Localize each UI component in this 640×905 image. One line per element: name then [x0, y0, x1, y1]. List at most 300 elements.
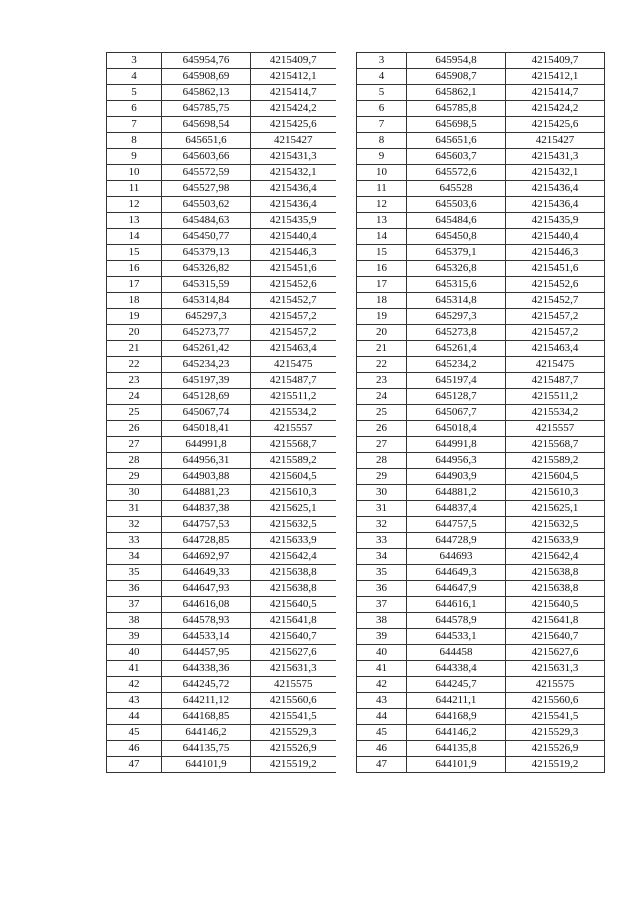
y-coordinate-cell: 4215412,1: [251, 69, 336, 85]
y-coordinate-cell: 4215452,7: [506, 293, 605, 309]
point-number-cell: 30: [107, 485, 162, 501]
x-coordinate-cell: 644881,2: [407, 485, 506, 501]
table-row: [107, 533, 336, 549]
table-row: [357, 309, 605, 325]
y-coordinate-cell: 4215627,6: [506, 645, 605, 661]
point-number-cell: 28: [107, 453, 162, 469]
y-coordinate-cell: 4215457,2: [506, 309, 605, 325]
x-coordinate-cell: 645018,4: [407, 421, 506, 437]
x-coordinate-cell: 644956,3: [407, 453, 506, 469]
table-row: [357, 101, 605, 117]
table-row: [107, 597, 336, 613]
y-coordinate-cell: 4215642,4: [506, 549, 605, 565]
table-row: [107, 309, 336, 325]
point-number-cell: 31: [107, 501, 162, 517]
x-coordinate-cell: 644245,7: [407, 677, 506, 693]
x-coordinate-cell: 645572,59: [162, 165, 251, 181]
x-coordinate-cell: 645651,6: [407, 133, 506, 149]
point-number-cell: 14: [107, 229, 162, 245]
point-number-cell: 32: [357, 517, 407, 533]
x-coordinate-cell: 645067,7: [407, 405, 506, 421]
y-coordinate-cell: 4215427: [506, 133, 605, 149]
x-coordinate-cell: 645954,8: [407, 53, 506, 69]
x-coordinate-cell: 645018,41: [162, 421, 251, 437]
x-coordinate-cell: 645484,63: [162, 213, 251, 229]
point-number-cell: 12: [107, 197, 162, 213]
y-coordinate-cell: 4215436,4: [506, 181, 605, 197]
table-row: [107, 197, 336, 213]
table-row: [107, 69, 336, 85]
point-number-cell: 13: [107, 213, 162, 229]
y-coordinate-cell: 4215432,1: [251, 165, 336, 181]
x-coordinate-cell: 644757,5: [407, 517, 506, 533]
table-row: [107, 421, 336, 437]
y-coordinate-cell: 4215431,3: [506, 149, 605, 165]
table-row: [107, 677, 336, 693]
x-coordinate-cell: 645484,6: [407, 213, 506, 229]
table-row: [107, 501, 336, 517]
x-coordinate-cell: 645785,75: [162, 101, 251, 117]
y-coordinate-cell: 4215633,9: [506, 533, 605, 549]
point-number-cell: 47: [107, 757, 162, 773]
x-coordinate-cell: 645261,4: [407, 341, 506, 357]
table-row: [357, 53, 605, 69]
y-coordinate-cell: 4215425,6: [251, 117, 336, 133]
y-coordinate-cell: 4215409,7: [251, 53, 336, 69]
point-number-cell: 4: [107, 69, 162, 85]
point-number-cell: 25: [357, 405, 407, 421]
table-row: [357, 613, 605, 629]
y-coordinate-cell: 4215640,5: [251, 597, 336, 613]
point-number-cell: 11: [357, 181, 407, 197]
table-row: [107, 85, 336, 101]
x-coordinate-cell: 645326,82: [162, 261, 251, 277]
y-coordinate-cell: 4215575: [506, 677, 605, 693]
x-coordinate-cell: 645297,3: [162, 309, 251, 325]
point-number-cell: 14: [357, 229, 407, 245]
point-number-cell: 21: [107, 341, 162, 357]
point-number-cell: 40: [107, 645, 162, 661]
y-coordinate-cell: 4215432,1: [506, 165, 605, 181]
point-number-cell: 20: [107, 325, 162, 341]
point-number-cell: 16: [107, 261, 162, 277]
point-number-cell: 17: [107, 277, 162, 293]
table-row: [107, 245, 336, 261]
point-number-cell: 23: [357, 373, 407, 389]
point-number-cell: 34: [357, 549, 407, 565]
x-coordinate-cell: 644647,93: [162, 581, 251, 597]
y-coordinate-cell: 4215440,4: [506, 229, 605, 245]
point-number-cell: 11: [107, 181, 162, 197]
table-row: [357, 325, 605, 341]
x-coordinate-cell: 644135,8: [407, 741, 506, 757]
y-coordinate-cell: 4215414,7: [251, 85, 336, 101]
point-number-cell: 24: [107, 389, 162, 405]
table-row: [357, 293, 605, 309]
point-number-cell: 6: [107, 101, 162, 117]
table-row: [357, 469, 605, 485]
point-number-cell: 42: [107, 677, 162, 693]
x-coordinate-cell: 644168,85: [162, 709, 251, 725]
x-coordinate-cell: 644881,23: [162, 485, 251, 501]
table-row: [357, 197, 605, 213]
table-row: [107, 229, 336, 245]
y-coordinate-cell: 4215640,7: [251, 629, 336, 645]
table-row: [357, 213, 605, 229]
x-coordinate-cell: 645603,66: [162, 149, 251, 165]
point-number-cell: 5: [357, 85, 407, 101]
table-row: [107, 725, 336, 741]
table-row: [107, 293, 336, 309]
y-coordinate-cell: 4215640,7: [506, 629, 605, 645]
point-number-cell: 28: [357, 453, 407, 469]
y-coordinate-cell: 4215414,7: [506, 85, 605, 101]
y-coordinate-cell: 4215487,7: [506, 373, 605, 389]
point-number-cell: 9: [107, 149, 162, 165]
y-coordinate-cell: 4215475: [506, 357, 605, 373]
y-coordinate-cell: 4215589,2: [251, 453, 336, 469]
table-row: [107, 277, 336, 293]
point-number-cell: 45: [107, 725, 162, 741]
table-row: [357, 229, 605, 245]
point-number-cell: 39: [107, 629, 162, 645]
x-coordinate-cell: 644578,9: [407, 613, 506, 629]
table-row: [107, 469, 336, 485]
y-coordinate-cell: 4215529,3: [506, 725, 605, 741]
point-number-cell: 19: [107, 309, 162, 325]
x-coordinate-cell: 645273,8: [407, 325, 506, 341]
x-coordinate-cell: 644245,72: [162, 677, 251, 693]
x-coordinate-cell: 644211,1: [407, 693, 506, 709]
table-row: [107, 453, 336, 469]
x-coordinate-cell: 645450,77: [162, 229, 251, 245]
y-coordinate-cell: 4215446,3: [506, 245, 605, 261]
point-number-cell: 35: [357, 565, 407, 581]
x-coordinate-cell: 645527,98: [162, 181, 251, 197]
table-row: [357, 725, 605, 741]
table-row: [357, 357, 605, 373]
y-coordinate-cell: 4215519,2: [251, 757, 336, 773]
x-coordinate-cell: 644211,12: [162, 693, 251, 709]
right-table-body: [357, 53, 605, 773]
y-coordinate-cell: 4215457,2: [251, 309, 336, 325]
y-coordinate-cell: 4215638,8: [506, 581, 605, 597]
table-row: [357, 405, 605, 421]
x-coordinate-cell: 645862,1: [407, 85, 506, 101]
table-row: [107, 565, 336, 581]
y-coordinate-cell: 4215487,7: [251, 373, 336, 389]
table-row: [107, 101, 336, 117]
x-coordinate-cell: 644101,9: [407, 757, 506, 773]
y-coordinate-cell: 4215560,6: [506, 693, 605, 709]
table-row: [107, 485, 336, 501]
point-number-cell: 18: [107, 293, 162, 309]
table-row: [107, 165, 336, 181]
point-number-cell: 41: [357, 661, 407, 677]
y-coordinate-cell: 4215436,4: [251, 197, 336, 213]
y-coordinate-cell: 4215452,7: [251, 293, 336, 309]
point-number-cell: 15: [357, 245, 407, 261]
table-row: [107, 213, 336, 229]
x-coordinate-cell: 645297,3: [407, 309, 506, 325]
x-coordinate-cell: 644837,4: [407, 501, 506, 517]
y-coordinate-cell: 4215526,9: [251, 741, 336, 757]
x-coordinate-cell: 644692,97: [162, 549, 251, 565]
table-row: [357, 741, 605, 757]
table-row: [107, 549, 336, 565]
point-number-cell: 24: [357, 389, 407, 405]
y-coordinate-cell: 4215463,4: [251, 341, 336, 357]
y-coordinate-cell: 4215446,3: [251, 245, 336, 261]
y-coordinate-cell: 4215435,9: [506, 213, 605, 229]
point-number-cell: 7: [357, 117, 407, 133]
table-row: [357, 165, 605, 181]
point-number-cell: 20: [357, 325, 407, 341]
x-coordinate-cell: 644146,2: [407, 725, 506, 741]
point-number-cell: 25: [107, 405, 162, 421]
point-number-cell: 35: [107, 565, 162, 581]
coordinates-table-right: [356, 52, 605, 773]
point-number-cell: 38: [357, 613, 407, 629]
table-row: [107, 389, 336, 405]
y-coordinate-cell: 4215557: [251, 421, 336, 437]
table-row: [357, 517, 605, 533]
x-coordinate-cell: 644837,38: [162, 501, 251, 517]
x-coordinate-cell: 645326,8: [407, 261, 506, 277]
table-row: [107, 261, 336, 277]
point-number-cell: 18: [357, 293, 407, 309]
x-coordinate-cell: 645503,6: [407, 197, 506, 213]
y-coordinate-cell: 4215638,8: [251, 581, 336, 597]
x-coordinate-cell: 645197,4: [407, 373, 506, 389]
point-number-cell: 16: [357, 261, 407, 277]
x-coordinate-cell: 644757,53: [162, 517, 251, 533]
y-coordinate-cell: 4215529,3: [251, 725, 336, 741]
x-coordinate-cell: 645128,69: [162, 389, 251, 405]
table-row: [107, 613, 336, 629]
x-coordinate-cell: 644616,1: [407, 597, 506, 613]
table-row: [107, 693, 336, 709]
y-coordinate-cell: 4215427: [251, 133, 336, 149]
table-row: [107, 117, 336, 133]
table-row: [107, 149, 336, 165]
y-coordinate-cell: 4215632,5: [251, 517, 336, 533]
point-number-cell: 3: [107, 53, 162, 69]
x-coordinate-cell: 644903,88: [162, 469, 251, 485]
y-coordinate-cell: 4215641,8: [506, 613, 605, 629]
x-coordinate-cell: 644146,2: [162, 725, 251, 741]
x-coordinate-cell: 645261,42: [162, 341, 251, 357]
y-coordinate-cell: 4215451,6: [506, 261, 605, 277]
table-row: [107, 757, 336, 773]
x-coordinate-cell: 644728,9: [407, 533, 506, 549]
y-coordinate-cell: 4215424,2: [251, 101, 336, 117]
point-number-cell: 47: [357, 757, 407, 773]
point-number-cell: 22: [357, 357, 407, 373]
point-number-cell: 15: [107, 245, 162, 261]
table-row: [107, 645, 336, 661]
point-number-cell: 29: [357, 469, 407, 485]
point-number-cell: 36: [357, 581, 407, 597]
point-number-cell: 10: [107, 165, 162, 181]
coordinates-table-left: [106, 52, 336, 773]
point-number-cell: 33: [357, 533, 407, 549]
point-number-cell: 43: [107, 693, 162, 709]
y-coordinate-cell: 4215457,2: [506, 325, 605, 341]
point-number-cell: 46: [357, 741, 407, 757]
x-coordinate-cell: 645234,23: [162, 357, 251, 373]
point-number-cell: 26: [357, 421, 407, 437]
table-row: [357, 341, 605, 357]
point-number-cell: 3: [357, 53, 407, 69]
point-number-cell: 40: [357, 645, 407, 661]
table-row: [107, 373, 336, 389]
x-coordinate-cell: 644578,93: [162, 613, 251, 629]
point-number-cell: 12: [357, 197, 407, 213]
x-coordinate-cell: 645954,76: [162, 53, 251, 69]
table-row: [357, 181, 605, 197]
point-number-cell: 4: [357, 69, 407, 85]
point-number-cell: 26: [107, 421, 162, 437]
x-coordinate-cell: 645273,77: [162, 325, 251, 341]
y-coordinate-cell: 4215604,5: [506, 469, 605, 485]
table-row: [357, 645, 605, 661]
y-coordinate-cell: 4215451,6: [251, 261, 336, 277]
x-coordinate-cell: 645314,8: [407, 293, 506, 309]
table-row: [357, 693, 605, 709]
table-row: [357, 245, 605, 261]
y-coordinate-cell: 4215633,9: [251, 533, 336, 549]
table-row: [357, 709, 605, 725]
y-coordinate-cell: 4215610,3: [251, 485, 336, 501]
table-row: [357, 581, 605, 597]
table-row: [357, 117, 605, 133]
y-coordinate-cell: 4215541,5: [506, 709, 605, 725]
x-coordinate-cell: 645197,39: [162, 373, 251, 389]
x-coordinate-cell: 645450,8: [407, 229, 506, 245]
table-row: [107, 325, 336, 341]
y-coordinate-cell: 4215440,4: [251, 229, 336, 245]
x-coordinate-cell: 645315,59: [162, 277, 251, 293]
table-row: [357, 453, 605, 469]
y-coordinate-cell: 4215568,7: [251, 437, 336, 453]
table-row: [107, 341, 336, 357]
point-number-cell: 45: [357, 725, 407, 741]
x-coordinate-cell: 644168,9: [407, 709, 506, 725]
y-coordinate-cell: 4215511,2: [506, 389, 605, 405]
x-coordinate-cell: 645651,6: [162, 133, 251, 149]
point-number-cell: 46: [107, 741, 162, 757]
point-number-cell: 38: [107, 613, 162, 629]
table-row: [357, 629, 605, 645]
table-row: [357, 597, 605, 613]
x-coordinate-cell: 644458: [407, 645, 506, 661]
y-coordinate-cell: 4215642,4: [251, 549, 336, 565]
point-number-cell: 27: [107, 437, 162, 453]
table-row: [357, 549, 605, 565]
x-coordinate-cell: 644728,85: [162, 533, 251, 549]
y-coordinate-cell: 4215409,7: [506, 53, 605, 69]
y-coordinate-cell: 4215452,6: [251, 277, 336, 293]
table-row: [107, 405, 336, 421]
x-coordinate-cell: 645379,1: [407, 245, 506, 261]
y-coordinate-cell: 4215435,9: [251, 213, 336, 229]
table-row: [107, 517, 336, 533]
table-row: [357, 485, 605, 501]
x-coordinate-cell: 644991,8: [407, 437, 506, 453]
x-coordinate-cell: 645908,69: [162, 69, 251, 85]
point-number-cell: 22: [107, 357, 162, 373]
point-number-cell: 30: [357, 485, 407, 501]
point-number-cell: 41: [107, 661, 162, 677]
x-coordinate-cell: 645908,7: [407, 69, 506, 85]
table-row: [107, 357, 336, 373]
y-coordinate-cell: 4215631,3: [506, 661, 605, 677]
table-row: [357, 261, 605, 277]
point-number-cell: 36: [107, 581, 162, 597]
y-coordinate-cell: 4215519,2: [506, 757, 605, 773]
y-coordinate-cell: 4215631,3: [251, 661, 336, 677]
x-coordinate-cell: 645603,7: [407, 149, 506, 165]
point-number-cell: 34: [107, 549, 162, 565]
x-coordinate-cell: 645698,5: [407, 117, 506, 133]
point-number-cell: 44: [357, 709, 407, 725]
table-row: [107, 741, 336, 757]
y-coordinate-cell: 4215557: [506, 421, 605, 437]
x-coordinate-cell: 645379,13: [162, 245, 251, 261]
y-coordinate-cell: 4215463,4: [506, 341, 605, 357]
table-row: [107, 629, 336, 645]
x-coordinate-cell: 645862,13: [162, 85, 251, 101]
x-coordinate-cell: 644457,95: [162, 645, 251, 661]
y-coordinate-cell: 4215560,6: [251, 693, 336, 709]
x-coordinate-cell: 644649,33: [162, 565, 251, 581]
table-row: [107, 133, 336, 149]
point-number-cell: 33: [107, 533, 162, 549]
x-coordinate-cell: 644135,75: [162, 741, 251, 757]
y-coordinate-cell: 4215589,2: [506, 453, 605, 469]
table-row: [357, 757, 605, 773]
point-number-cell: 29: [107, 469, 162, 485]
y-coordinate-cell: 4215526,9: [506, 741, 605, 757]
point-number-cell: 7: [107, 117, 162, 133]
x-coordinate-cell: 645503,62: [162, 197, 251, 213]
point-number-cell: 21: [357, 341, 407, 357]
y-coordinate-cell: 4215641,8: [251, 613, 336, 629]
x-coordinate-cell: 644338,4: [407, 661, 506, 677]
y-coordinate-cell: 4215457,2: [251, 325, 336, 341]
y-coordinate-cell: 4215575: [251, 677, 336, 693]
table-row: [357, 389, 605, 405]
x-coordinate-cell: 644693: [407, 549, 506, 565]
table-row: [107, 181, 336, 197]
y-coordinate-cell: 4215412,1: [506, 69, 605, 85]
point-number-cell: 17: [357, 277, 407, 293]
x-coordinate-cell: 644616,08: [162, 597, 251, 613]
y-coordinate-cell: 4215511,2: [251, 389, 336, 405]
table-row: [357, 533, 605, 549]
point-number-cell: 8: [357, 133, 407, 149]
x-coordinate-cell: 645067,74: [162, 405, 251, 421]
table-row: [107, 437, 336, 453]
table-row: [357, 421, 605, 437]
x-coordinate-cell: 645528: [407, 181, 506, 197]
point-number-cell: 5: [107, 85, 162, 101]
point-number-cell: 8: [107, 133, 162, 149]
x-coordinate-cell: 645234,2: [407, 357, 506, 373]
table-row: [357, 85, 605, 101]
x-coordinate-cell: 644533,1: [407, 629, 506, 645]
